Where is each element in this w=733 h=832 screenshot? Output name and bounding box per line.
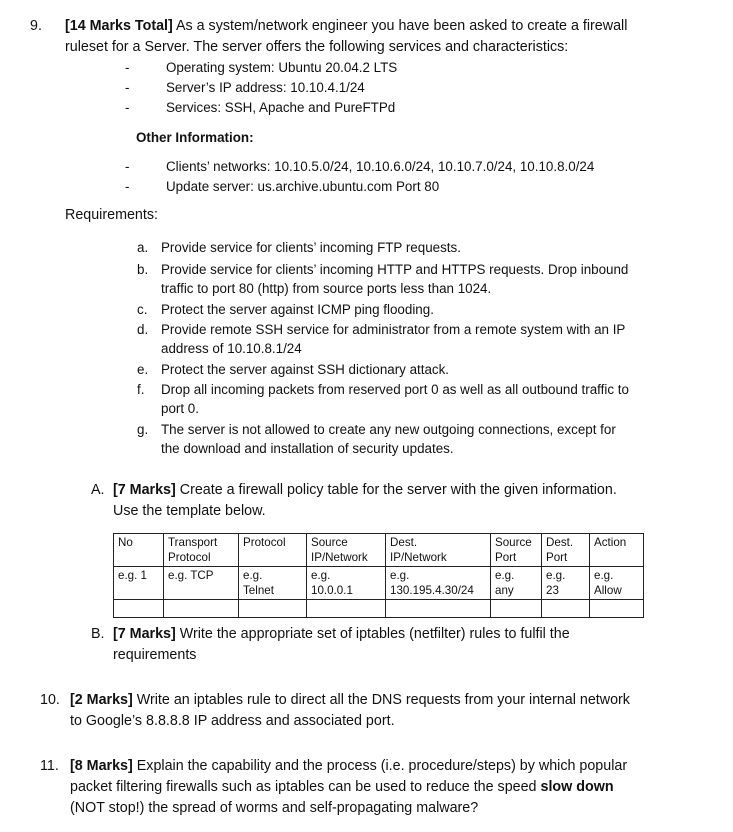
text: requirements <box>113 647 197 663</box>
cell-line: 130.195.4.30/24 <box>390 584 474 597</box>
table-cell <box>491 567 542 600</box>
text: Protect the server against SSH dictionary attack. <box>161 362 450 377</box>
cell-line: Telnet <box>243 584 274 597</box>
cell-line: Source <box>495 536 532 549</box>
marks: [2 Marks] <box>70 692 133 708</box>
question-9-number: 9. <box>30 18 42 34</box>
requirement-item <box>161 420 616 458</box>
firewall-policy-table <box>113 533 644 618</box>
table-cell <box>239 534 307 567</box>
text: ruleset for a Server. The server offers the following services and characteristics: <box>65 39 569 55</box>
list-item: Services: SSH, Apache and PureFTPd <box>166 100 396 115</box>
text: (NOT stop!) the spread of worms and self-propagating malware? <box>70 800 479 816</box>
table-example-row <box>114 567 644 600</box>
cell-line: IP/Network <box>390 551 447 564</box>
requirements-heading: Requirements: <box>65 207 158 223</box>
list-item: Operating system: Ubuntu 20.04.2 LTS <box>166 60 398 75</box>
requirement-item <box>161 360 449 379</box>
text: Explain the capability and the process (i.e. procedure/steps) by which popular <box>132 758 628 774</box>
cell-line: No <box>118 536 133 549</box>
table-cell[interactable] <box>590 600 644 618</box>
text: address of 10.10.8.1/24 <box>161 341 302 356</box>
requirement-letter: b. <box>137 262 149 277</box>
text: Write an iptables rule to direct all the DNS requests from your internal network <box>132 692 630 708</box>
part-a-label: A. <box>91 482 105 498</box>
marks: [14 Marks Total] <box>65 18 173 34</box>
table-cell[interactable] <box>114 600 164 618</box>
table-cell <box>114 534 164 567</box>
cell-line: Dest. <box>546 536 574 549</box>
table-cell <box>542 534 590 567</box>
cell-line: Port <box>495 551 517 564</box>
requirement-letter: f. <box>137 382 145 397</box>
text: Provide remote SSH service for administrator from a remote system with an IP <box>161 322 626 337</box>
table-cell[interactable] <box>307 600 386 618</box>
cell-line: Protocol <box>243 536 286 549</box>
text: Provide service for clients’ incoming HTTP and HTTPS requests. Drop inbound <box>161 262 629 277</box>
cell-line: 23 <box>546 584 559 597</box>
cell-line: IP/Network <box>311 551 368 564</box>
table-cell <box>542 567 590 600</box>
cell-line: Transport <box>168 536 218 549</box>
table-cell[interactable] <box>239 600 307 618</box>
table-cell <box>239 567 307 600</box>
table-empty-row <box>114 600 644 618</box>
text: Provide service for clients’ incoming FTP requests. <box>161 240 461 255</box>
text: The server is not allowed to create any new outgoing connections, except for <box>161 422 616 437</box>
text: Use the template below. <box>113 503 266 519</box>
cell-line: e.g. <box>311 569 331 582</box>
cell-line: e.g. <box>546 569 566 582</box>
table-cell <box>307 567 386 600</box>
part-a-text <box>113 480 617 522</box>
table-cell[interactable] <box>542 600 590 618</box>
bullet-dash: - <box>125 60 130 75</box>
cell-line: Port <box>546 551 568 564</box>
table-cell <box>491 534 542 567</box>
text: traffic to port 80 (http) from source ports less than 1024. <box>161 281 492 296</box>
text: the download and installation of security updates. <box>161 441 454 456</box>
table-cell <box>164 567 239 600</box>
cell-line: Allow <box>594 584 622 597</box>
cell-line: Protocol <box>168 551 211 564</box>
list-item: Update server: us.archive.ubuntu.com Port 80 <box>166 179 440 194</box>
text: packet filtering firewalls such as iptables can be used to reduce the speed <box>70 779 541 795</box>
requirement-letter: c. <box>137 302 148 317</box>
question-11-text <box>70 756 627 819</box>
text: Create a firewall policy table for the server with the given information. <box>175 482 617 498</box>
question-11-number: 11. <box>40 758 59 774</box>
list-item: Server’s IP address: 10.10.4.1/24 <box>166 80 365 95</box>
cell-line: Action <box>594 536 627 549</box>
bullet-dash: - <box>125 179 130 194</box>
table-header-row <box>114 534 644 567</box>
text: to Google’s 8.8.8.8 IP address and associated port. <box>70 713 395 729</box>
cell-line: 10.0.0.1 <box>311 584 353 597</box>
text: Protect the server against ICMP ping flooding. <box>161 302 434 317</box>
list-item: Clients’ networks: 10.10.5.0/24, 10.10.6.0/24, 10.10.7.0/24, 10.10.8.0/24 <box>166 159 595 174</box>
requirement-letter: e. <box>137 362 149 377</box>
table-cell[interactable] <box>491 600 542 618</box>
text: Drop all incoming packets from reserved port 0 as well as all outbound traffic to <box>161 382 629 397</box>
requirement-item <box>161 300 434 319</box>
table-cell <box>590 534 644 567</box>
text: As a system/network engineer you have been asked to create a firewall <box>172 18 628 34</box>
cell-line: Dest. <box>390 536 418 549</box>
requirement-letter: d. <box>137 322 149 337</box>
part-b-label: B. <box>91 626 105 642</box>
marks: [8 Marks] <box>70 758 133 774</box>
requirement-item <box>161 260 628 298</box>
table-cell <box>386 534 491 567</box>
part-b-text <box>113 624 570 666</box>
cell-line: e.g. <box>495 569 515 582</box>
text: port 0. <box>161 401 199 416</box>
table-cell <box>164 534 239 567</box>
question-10-number: 10. <box>40 692 60 708</box>
requirement-item <box>161 380 629 418</box>
requirement-item <box>161 320 625 358</box>
cell-line: e.g. <box>594 569 614 582</box>
question-10-text <box>70 690 630 732</box>
bullet-dash: - <box>125 100 130 115</box>
emphasis: slow down <box>540 779 614 795</box>
cell-line: e.g. <box>243 569 263 582</box>
cell-line: e.g. <box>390 569 410 582</box>
table-cell <box>114 567 164 600</box>
bullet-dash: - <box>125 80 130 95</box>
cell-line: Source <box>311 536 348 549</box>
bullet-dash: - <box>125 159 130 174</box>
table-cell[interactable] <box>164 600 239 618</box>
text: Write the appropriate set of iptables (netfilter) rules to fulfil the <box>175 626 570 642</box>
table-cell <box>590 567 644 600</box>
table-cell <box>386 567 491 600</box>
cell-line: e.g. 1 <box>118 569 148 582</box>
marks: [7 Marks] <box>113 626 176 642</box>
cell-line: any <box>495 584 514 597</box>
requirement-letter: a. <box>137 240 149 255</box>
marks: [7 Marks] <box>113 482 176 498</box>
cell-line: e.g. TCP <box>168 569 214 582</box>
requirement-item <box>161 238 461 257</box>
table-cell <box>307 534 386 567</box>
question-9-text <box>65 16 725 58</box>
other-information-heading: Other Information: <box>136 130 254 145</box>
requirement-letter: g. <box>137 422 149 437</box>
table-cell[interactable] <box>386 600 491 618</box>
